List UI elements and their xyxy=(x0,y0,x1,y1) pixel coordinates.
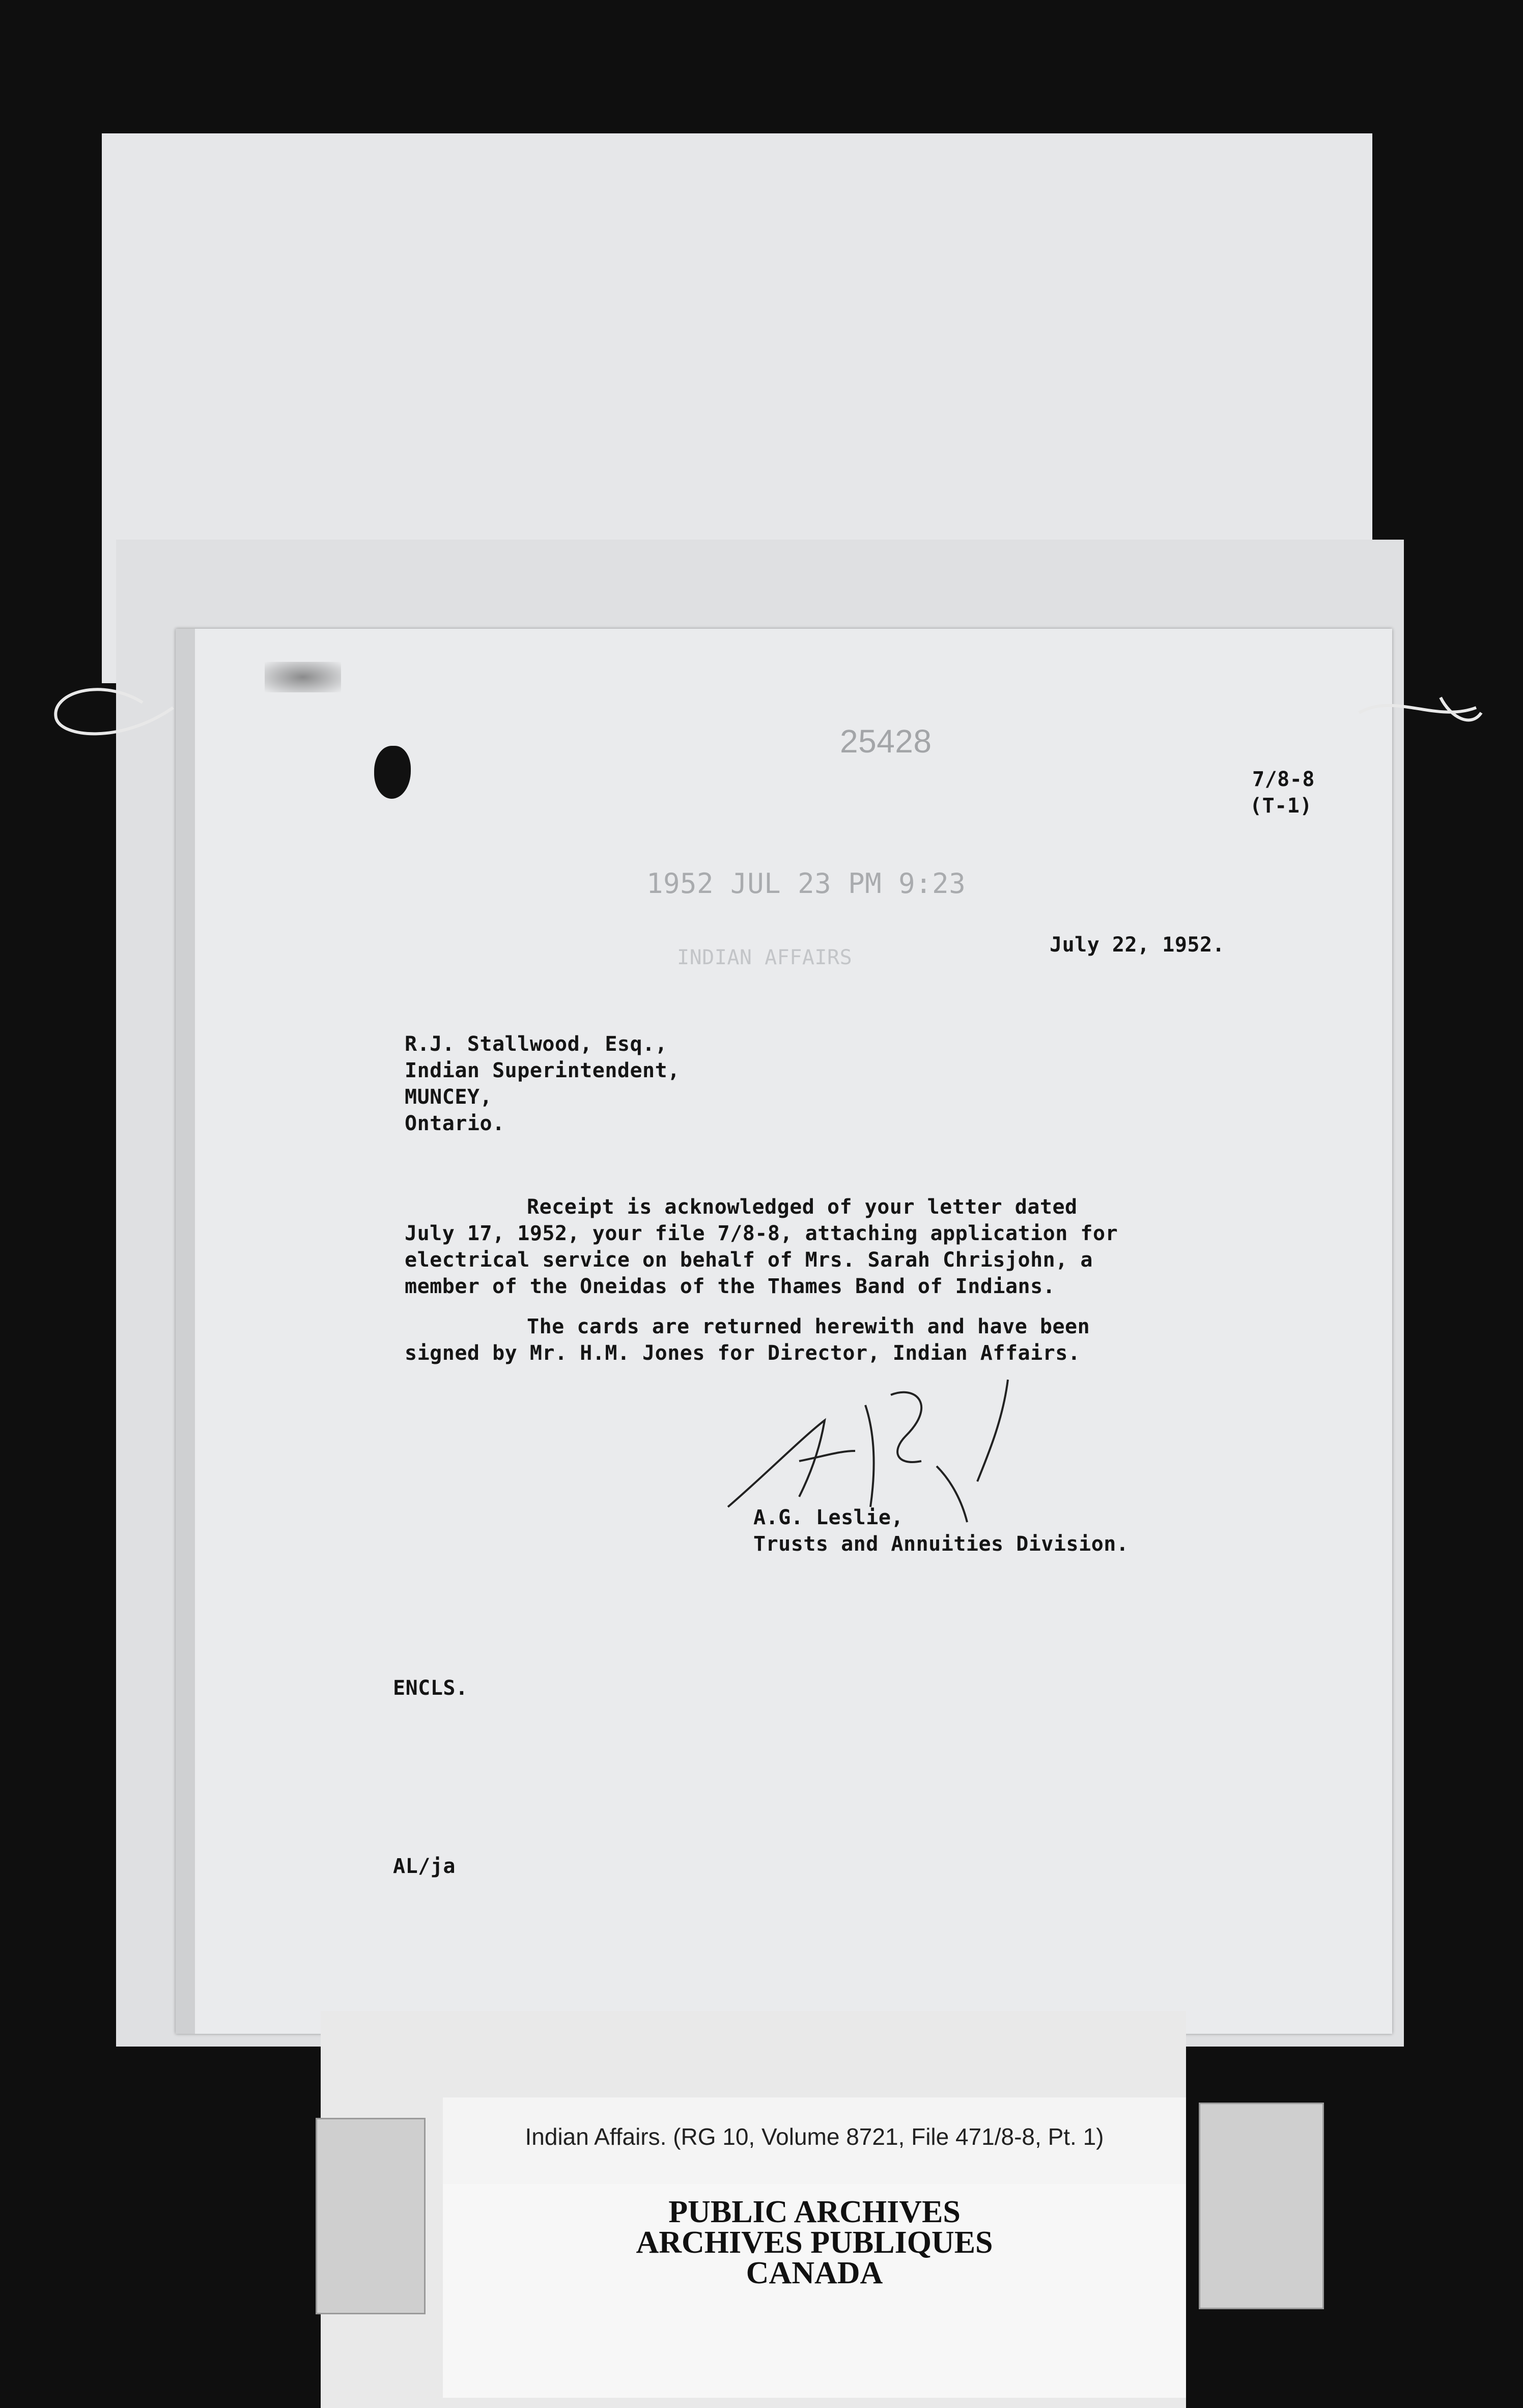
label-clip-left xyxy=(316,2118,426,2314)
signatory-division: Trusts and Annuities Division. xyxy=(753,1532,1129,1556)
archive-line-french: ARCHIVES PUBLIQUES xyxy=(636,2225,993,2260)
addressee-line: Ontario. xyxy=(405,1112,505,1135)
file-reference: 7/8-8 xyxy=(1252,768,1315,791)
archive-line-english: PUBLIC ARCHIVES xyxy=(668,2195,961,2229)
addressee-line: Indian Superintendent, xyxy=(405,1059,680,1082)
archive-caption: Indian Affairs. (RG 10, Volume 8721, File 471/8-8, Pt. 1) xyxy=(525,2123,1104,2150)
archive-line-country: CANADA xyxy=(746,2256,883,2290)
body-line: member of the Oneidas of the Thames Band of Indians. xyxy=(405,1275,1056,1298)
binding-string-right xyxy=(1354,682,1486,743)
body-line: Receipt is acknowledged of your letter dated xyxy=(527,1195,1078,1219)
file-sub-reference: (T-1) xyxy=(1250,794,1312,818)
addressee-line: R.J. Stallwood, Esq., xyxy=(405,1032,668,1056)
typist-initials: AL/ja xyxy=(393,1855,456,1878)
received-stamp-number: 25428 xyxy=(840,723,932,760)
signatory-name: A.G. Leslie, xyxy=(753,1506,904,1529)
body-line: electrical service on behalf of Mrs. Sarah Chrisjohn, a xyxy=(405,1248,1093,1272)
letter-shadow-edge xyxy=(176,629,195,2034)
received-date-stamp: 1952 JUL 23 PM 9:23 xyxy=(646,867,966,900)
smudge-mark xyxy=(265,662,341,692)
body-line: The cards are returned herewith and have been xyxy=(527,1315,1090,1338)
enclosures-note: ENCLS. xyxy=(393,1676,468,1700)
body-line: signed by Mr. H.M. Jones for Director, Indian Affairs. xyxy=(405,1341,1081,1365)
binding-string-left xyxy=(41,672,193,753)
archive-stamp-box xyxy=(443,2184,1186,2398)
department-stamp: INDIAN AFFAIRS xyxy=(677,946,853,969)
label-clip-right xyxy=(1199,2103,1324,2309)
body-line: July 17, 1952, your file 7/8-8, attaching application for xyxy=(405,1222,1118,1245)
letter-date: July 22, 1952. xyxy=(1050,933,1225,957)
addressee-line: MUNCEY, xyxy=(405,1085,493,1109)
archive-caption-box xyxy=(443,2097,1186,2187)
